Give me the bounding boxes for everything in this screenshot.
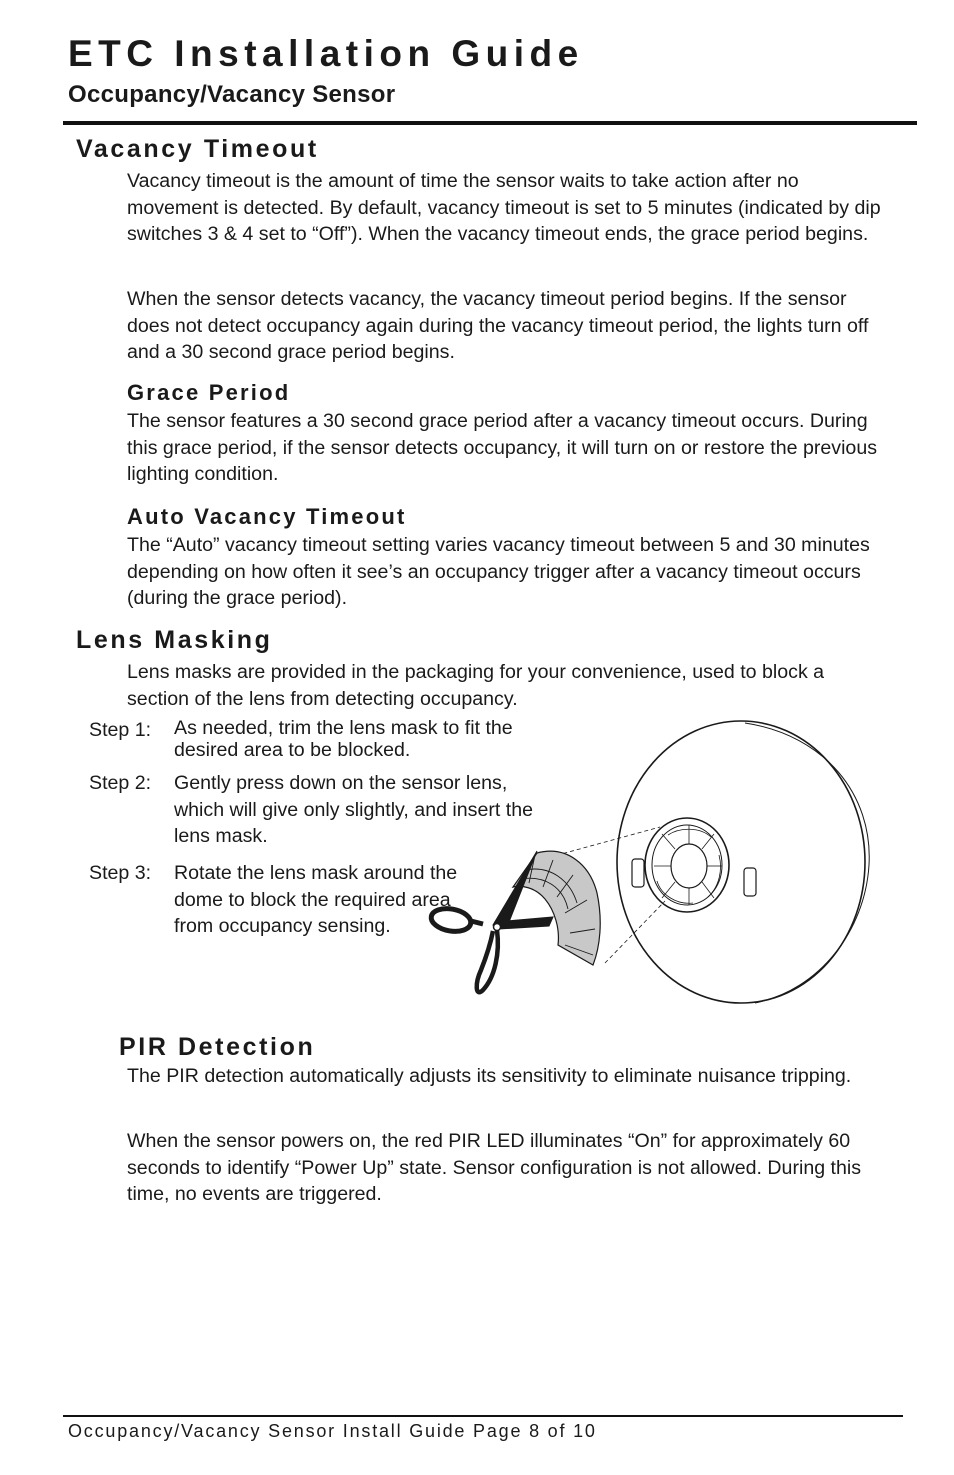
pir-detection-paragraph-1: The PIR detection automatically adjusts its sensitivity to eliminate nuisance tripping. — [127, 1065, 852, 1087]
lens-mask-illustration — [425, 715, 880, 1010]
vacancy-timeout-paragraph-1: Vacancy timeout is the amount of time the sensor waits to take action after no movement is detected. By default, vacancy timeout is set to 5 minutes (indicated by dip switches 3 & 4 set to “Off”). When the vacancy timeout ends, the grace period begins. — [127, 170, 881, 246]
footer-divider — [63, 1415, 903, 1417]
step-3-label: Step 3: — [89, 862, 152, 884]
step-1-text: As needed, trim the lens mask to fit the desired area to be blocked. — [174, 717, 513, 761]
header-divider — [63, 121, 917, 125]
section-heading-lens-masking: Lens Masking — [76, 626, 273, 654]
page-footer: Occupancy/Vacancy Sensor Install Guide Page 8 of 10 — [68, 1421, 597, 1441]
subsection-heading-grace-period: Grace Period — [127, 380, 291, 405]
step-2-label: Step 2: — [89, 772, 152, 794]
grace-period-paragraph: The sensor features a 30 second grace period after a vacancy timeout occurs. During this grace period, if the sensor detects occupancy, it will turn on or restore the previous lighting condition. — [127, 410, 878, 486]
subsection-heading-auto-vacancy-timeout: Auto Vacancy Timeout — [127, 504, 407, 529]
document-subtitle: Occupancy/Vacancy Sensor — [68, 81, 396, 108]
lens-mask — [513, 851, 600, 965]
lens-masking-intro: Lens masks are provided in the packaging for your convenience, used to block a section of the lens from detecting occupancy. — [127, 661, 825, 710]
pir-detection-paragraph-2: When the sensor powers on, the red PIR LED illuminates “On” for approximately 60 seconds to identify “Power Up” state. Sensor configuration is not allowed. During this time, no events are triggered. — [127, 1130, 862, 1206]
step-1-label: Step 1: — [89, 719, 152, 741]
section-heading-vacancy-timeout: Vacancy Timeout — [76, 135, 319, 163]
step-2-text: Gently press down on the sensor lens, which will give only slightly, and insert the lens mask. — [174, 772, 534, 848]
auto-vacancy-timeout-paragraph: The “Auto” vacancy timeout setting varies vacancy timeout between 5 and 30 minutes depending on how often it see’s an occupancy trigger after a vacancy timeout occurs (during the grace period). — [127, 534, 870, 610]
vacancy-timeout-paragraph-2: When the sensor detects vacancy, the vacancy timeout period begins. If the sensor does not detect occupancy again during the vacancy timeout period, the lights turn off and a 30 second grace period begins. — [127, 288, 869, 364]
step-3-text: Rotate the lens mask around the dome to block the required area from occupancy sensing. — [174, 862, 458, 938]
section-heading-pir-detection: PIR Detection — [119, 1033, 316, 1061]
document-title: ETC Installation Guide — [68, 33, 584, 74]
